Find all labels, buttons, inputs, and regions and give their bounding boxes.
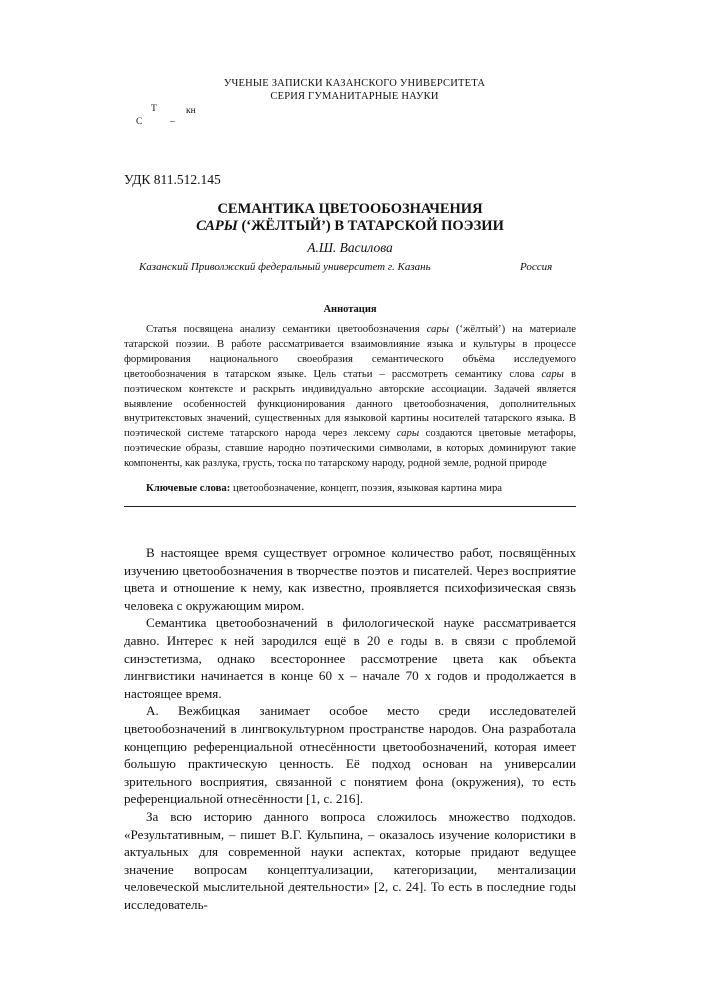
annotation-text: Статья посвящена анализу семантики цветообозначения сары (‘жёлтый’) на материале татарской поэзии. В работе рассматривается взаимовлияние языка и культуры в процессе формирования национального своеобразия семантического объёма исследуемого цветообозначения в татарском языке. Цель статьи – рассмотреть семантику слова сары в поэтическом контексте и раскрыть индивидуально авторские ассоциации. Задачей является выявление особенностей функционирования данного цветообозначения, дополнительных внутритекстовых значений, существенных для языковой картины носителей татарского языка. В поэтической системе татарского народа через лексему сары создаются цветовые метафоры, поэтические образы, ставшие народно поэтическими символами, в которых доминируют такие компоненты, как разлука, грусть, тоска по татарскому народу, родной земле, родной природе — [124, 323, 576, 470]
keywords — [124, 482, 576, 494]
term-sary: сары — [541, 367, 564, 380]
udk-code: УДК 811.512.145 — [124, 172, 221, 187]
title-rest: (‘ЖЁЛТЫЙ’) В ТАТАРСКОЙ ПОЭЗИИ — [237, 218, 504, 234]
journal-title: УЧЕНЫЕ ЗАПИСКИ КАЗАНСКОГО УНИВЕРСИТЕТА — [223, 78, 486, 89]
body-paragraph: В настоящее время существует огромное количество работ, посвящённых изучению цветообозначения в творчестве поэтов и писателей. Через восприятие цвета и отношение к нему, как известно, проявляется психофизическая связь человека с окружающим миром. — [124, 545, 576, 613]
journal-series: СЕРИЯ ГУМАНИТАРНЫЕ НАУКИ — [270, 91, 439, 102]
term-sary: сары — [396, 427, 420, 440]
article-body — [124, 544, 576, 913]
title-word-italic: САРЫ — [196, 218, 238, 234]
body-paragraph: За всю историю данного вопроса сложилось множество подходов. «Результативным, – пишет В.Г. Кульпина, – оказалось изучение колористики в актуальных для современной науки аспектах, которые придают ведущее значение вопросам концептуализации, категоризации, ментализации человеческой мыслительной деятельности» [2, с. 24]. То есть в последние годы исследователь- — [124, 808, 576, 912]
pages-dash-fragment: – — [170, 117, 175, 127]
keywords-list: цветообозначение, концепт, поэзия, языковая картина мира — [230, 482, 503, 494]
body-paragraph: Семантика цветообозначений в филологической науке рассматривается давно. Интерес к ней зародился ещё в 20 е годы в. в связи с проблемой синэстетизма, однако всестороннее рассмотрение цвета как объекта лингвистики начинается в конце 60 х – начале 70 х годов и продолжается в настоящее время. — [124, 615, 576, 701]
affiliation-org: Казанский Приволжский федеральный университет г. Казань — [139, 261, 431, 273]
author: А.Ш. Василова — [307, 240, 393, 255]
section-divider — [124, 506, 576, 507]
keywords-label: Ключевые слова: — [146, 482, 231, 494]
volume-fragment: Т — [151, 104, 157, 114]
affiliation-country: Россия — [520, 261, 553, 273]
article-title-line1: СЕМАНТИКА ЦВЕТООБОЗНАЧЕНИЯ — [217, 201, 483, 217]
article-title-line2 — [124, 218, 576, 235]
book-fragment: кн — [186, 106, 196, 116]
term-sary: сары — [426, 323, 449, 335]
annotation-heading: Аннотация — [323, 304, 377, 315]
body-paragraph: А. Вежбицкая занимает особое место среди исследователей цветообозначений в лингвокультурном пространстве народов. Она разработала концепцию референциальной отнесённости цветообозначений, которая имеет большую практическую ценность. Её подход основан на универсалии зрительного восприятия, связанной с понятием фона (окружения), то есть референциальной отнесённости [1, с. 216]. — [124, 703, 576, 807]
pages-fragment: С — [136, 117, 143, 127]
